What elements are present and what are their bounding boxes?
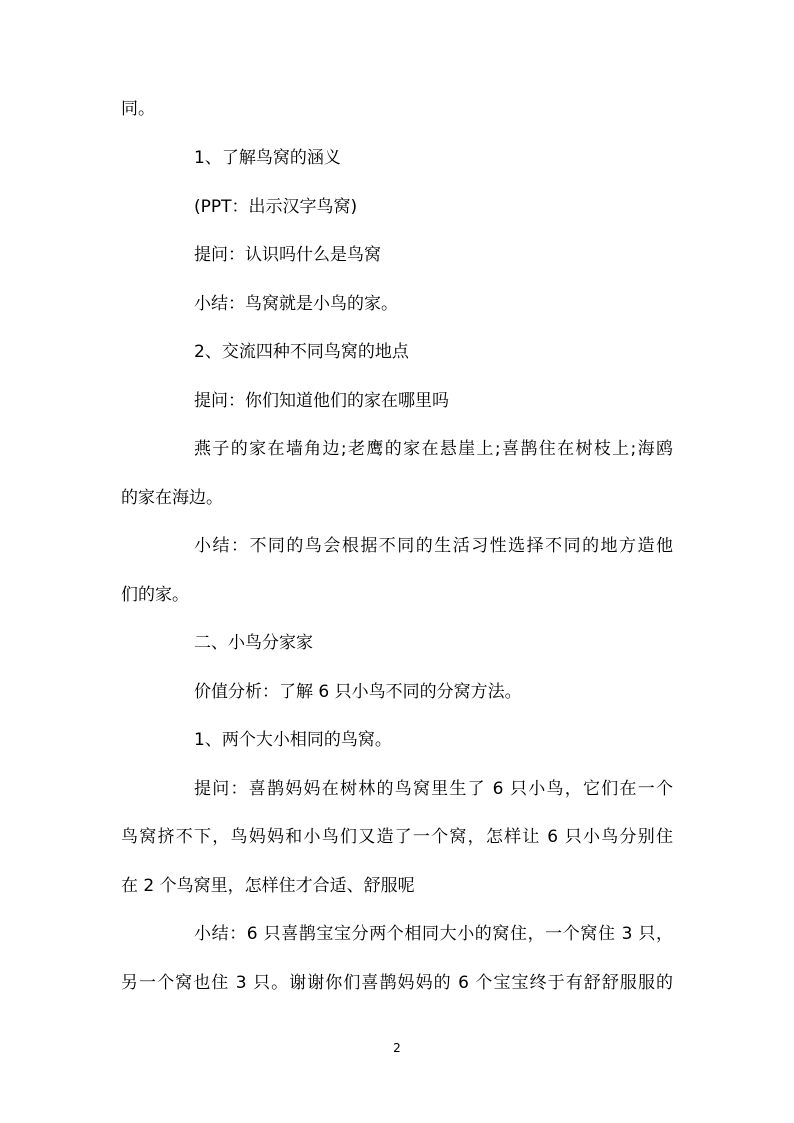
question-line: 提问：认识吗什么是鸟窝: [194, 245, 381, 265]
paragraph-line: 另一个窝也住 3 只。谢谢你们喜鹊妈妈的 6 个宝宝终于有舒舒服服的: [121, 973, 673, 993]
question-line: 提问：你们知道他们的家在哪里吗: [194, 391, 449, 411]
summary-line: 小结：鸟窝就是小鸟的家。: [194, 294, 398, 314]
paragraph-line: 在 2 个鸟窝里，怎样住才合适、舒服呢: [121, 876, 415, 896]
question-line: 提问：喜鹊妈妈在树林的鸟窝里生了 6 只小鸟，它们在一个: [194, 779, 673, 799]
value-analysis-line: 价值分析：了解 6 只小鸟不同的分窝方法。: [194, 682, 522, 702]
paragraph-line: 燕子的家在墙角边;老鹰的家在悬崖上;喜鹊住在树枝上;海鸥: [194, 439, 673, 459]
page-number: 2: [393, 1041, 401, 1055]
summary-line: 小结：6 只喜鹊宝宝分两个相同大小的窝住，一个窝住 3 只，: [194, 924, 673, 944]
paragraph-line: 的家在海边。: [121, 488, 223, 508]
paragraph-line: 鸟窝挤不下，鸟妈妈和小鸟们又造了一个窝，怎样让 6 只小鸟分别住: [121, 827, 673, 847]
paragraph-line: 们的家。: [121, 585, 189, 605]
ppt-note: (PPT：出示汉字鸟窝): [194, 197, 358, 217]
summary-line: 小结：不同的鸟会根据不同的生活习性选择不同的地方造他: [194, 536, 673, 556]
section-heading-1: 1、了解鸟窝的涵义: [194, 148, 341, 168]
chapter-heading: 二、小鸟分家家: [194, 633, 313, 653]
section-heading-3: 1、两个大小相同的鸟窝。: [194, 730, 392, 750]
paragraph-continuation: 同。: [121, 99, 155, 119]
section-heading-2: 2、交流四种不同鸟窝的地点: [194, 342, 409, 362]
